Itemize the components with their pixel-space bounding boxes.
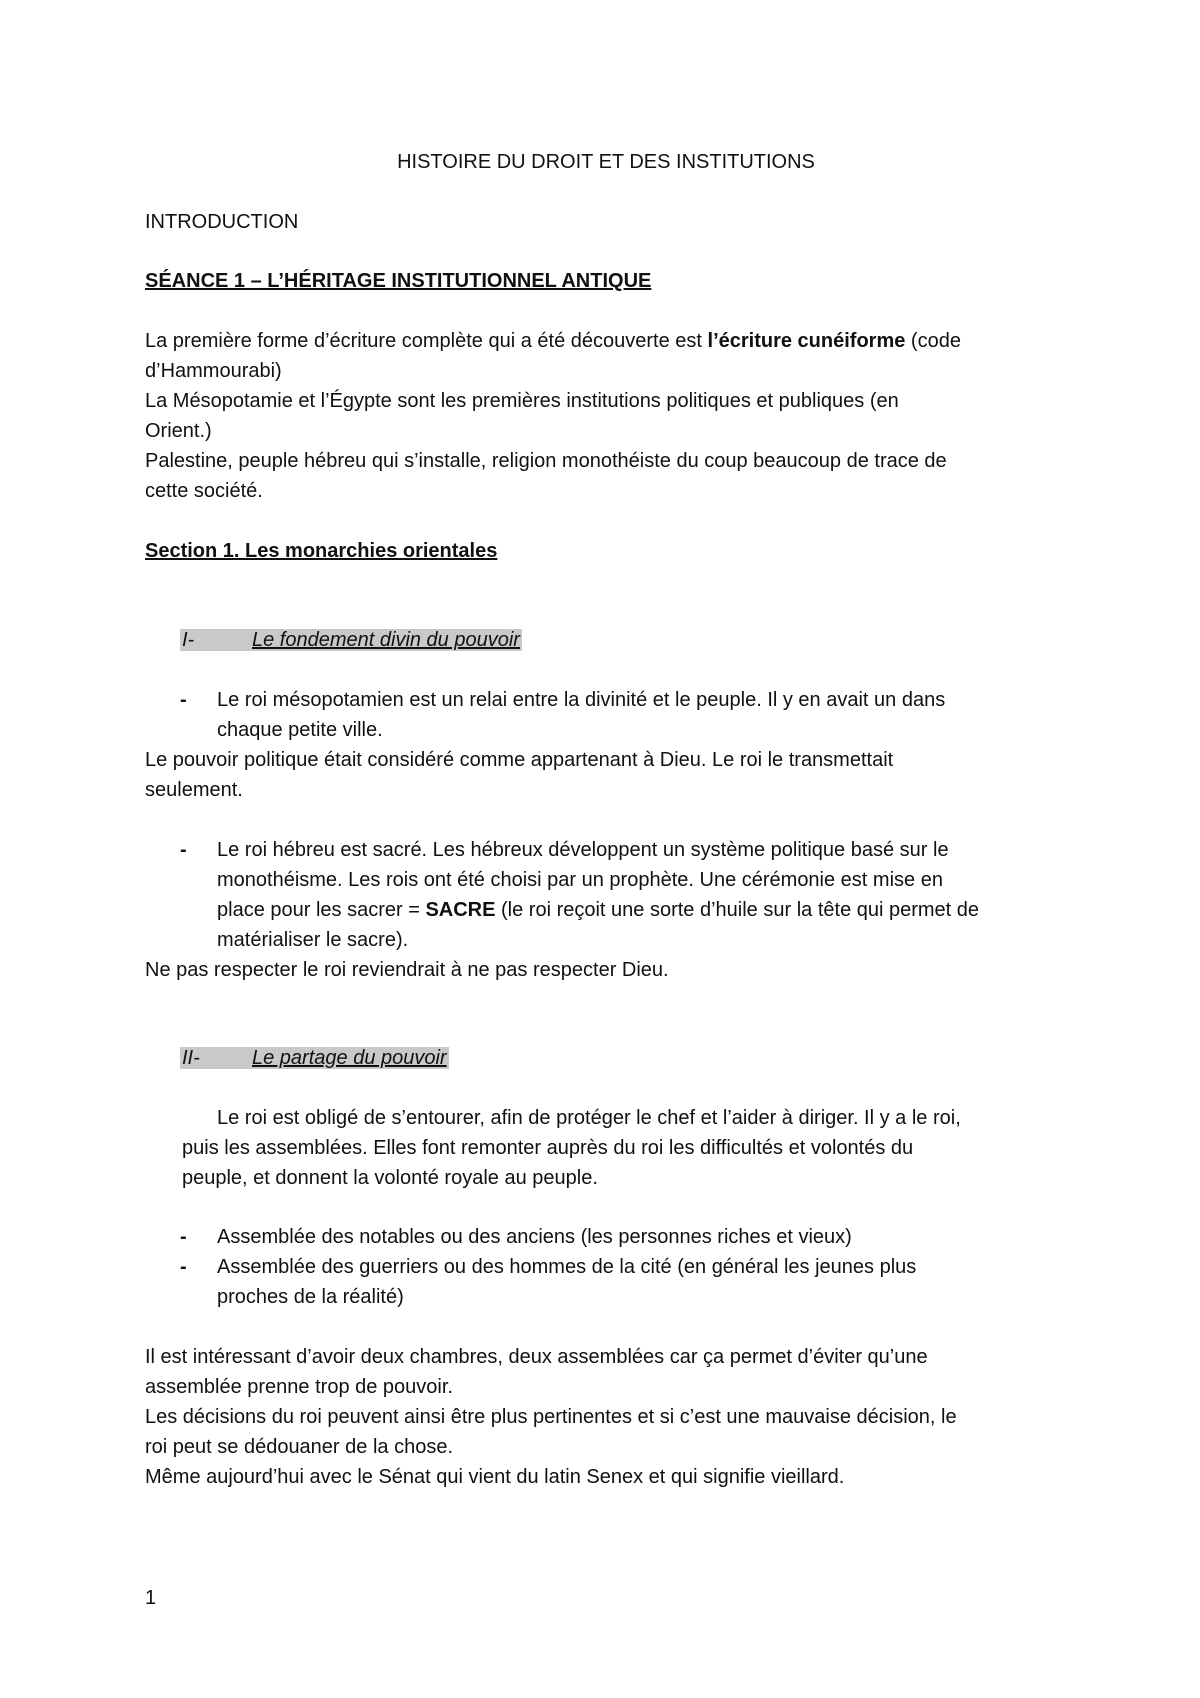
page-number: 1 [145, 1587, 157, 1609]
section-1-heading: Section 1. Les monarchies orientales [145, 540, 498, 562]
heading-text: Le fondement divin du pouvoir [252, 629, 520, 651]
bold-term: l’écriture cunéiforme [707, 330, 906, 352]
bullet-4-line-2: proches de la réalité) [217, 1286, 404, 1308]
bullet-4-line-1: Assemblée des guerriers ou des hommes de la cité (en général les jeunes plus [217, 1256, 917, 1278]
paragraph-7-line-2: assemblée prenne trop de pouvoir. [145, 1376, 453, 1398]
paragraph-2-line-2: Orient.) [145, 420, 212, 442]
bullet-2-line-1: Le roi hébreu est sacré. Les hébreux développent un système politique basé sur le [217, 839, 949, 861]
paragraph-7-line-1: Il est intéressant d’avoir deux chambres, deux assemblées car ça permet d’éviter qu’une [145, 1346, 928, 1368]
heading-number: II- [182, 1047, 200, 1069]
paragraph-6-line-1: Le roi est obligé de s’entourer, afin de protéger le chef et l’aider à diriger. Il y a le roi, [217, 1107, 961, 1129]
paragraph-8-line-2: roi peut se dédouaner de la chose. [145, 1436, 453, 1458]
bullet-3: Assemblée des notables ou des anciens (les personnes riches et vieux) [217, 1226, 852, 1248]
paragraph-3-line-1: Palestine, peuple hébreu qui s’installe, religion monothéiste du coup beaucoup de trace de [145, 450, 947, 472]
paragraph-8-line-1: Les décisions du roi peuvent ainsi être plus pertinentes et si c’est une mauvaise décision, le [145, 1406, 957, 1428]
highlighted-heading [180, 1047, 449, 1069]
bullet-dash: - [180, 839, 187, 861]
seance-heading: SÉANCE 1 – L’HÉRITAGE INSTITUTIONNEL ANTIQUE [145, 270, 652, 292]
text: (code [905, 330, 961, 352]
bullet-1-line-2: chaque petite ville. [217, 719, 383, 741]
bullet-2-line-2: monothéisme. Les rois ont été choisi par un prophète. Une cérémonie est mise en [217, 869, 943, 891]
paragraph-6-line-3: peuple, et donnent la volonté royale au peuple. [182, 1167, 598, 1189]
subheading-2 [180, 1043, 449, 1073]
bullet-dash: - [180, 1226, 187, 1248]
subheading-1 [180, 625, 522, 655]
bullet-dash: - [180, 1256, 187, 1278]
text: place pour les sacrer = [217, 899, 426, 921]
bullet-1-line-1: Le roi mésopotamien est un relai entre la divinité et le peuple. Il y en avait un dans [217, 689, 946, 711]
bullet-dash: - [180, 689, 187, 711]
heading-text: Le partage du pouvoir [252, 1047, 447, 1069]
introduction-heading: INTRODUCTION [145, 211, 299, 233]
paragraph-2-line-1: La Mésopotamie et l’Égypte sont les premières institutions politiques et publiques (en [145, 390, 899, 412]
paragraph-3-line-2: cette société. [145, 480, 263, 502]
bold-term: SACRE [425, 899, 496, 921]
highlighted-heading [180, 629, 522, 651]
bullet-2-line-4: matérialiser le sacre). [217, 929, 409, 951]
heading-number: I- [182, 629, 195, 651]
document-title: HISTOIRE DU DROIT ET DES INSTITUTIONS [397, 151, 815, 173]
paragraph-4-line-1: Le pouvoir politique était considéré comme appartenant à Dieu. Le roi le transmettait [145, 749, 894, 771]
paragraph-1-line-1 [145, 326, 961, 356]
paragraph-1-line-2: d’Hammourabi) [145, 360, 282, 382]
paragraph-9: Même aujourd’hui avec le Sénat qui vient du latin Senex et qui signifie vieillard. [145, 1466, 845, 1488]
bullet-2-line-3 [217, 895, 979, 925]
text: (le roi reçoit une sorte d’huile sur la tête qui permet de [495, 899, 980, 921]
paragraph-6-line-2: puis les assemblées. Elles font remonter auprès du roi les difficultés et volontés du [182, 1137, 914, 1159]
paragraph-4-line-2: seulement. [145, 779, 243, 801]
paragraph-5: Ne pas respecter le roi reviendrait à ne pas respecter Dieu. [145, 959, 669, 981]
text: La première forme d’écriture complète qui a été découverte est [145, 330, 708, 352]
